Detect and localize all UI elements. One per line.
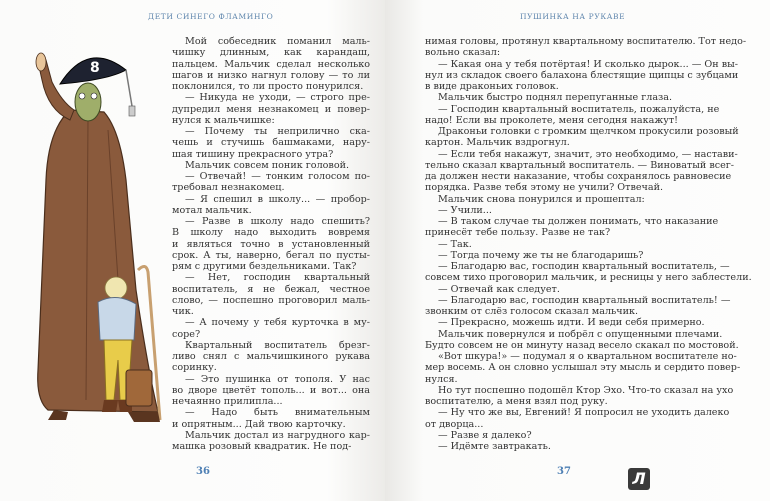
text-line: нечаянно прилипла...: [172, 396, 283, 407]
left-page-text: [172, 36, 370, 452]
text-line: — Разве в школу надо спешить?: [185, 216, 370, 227]
text-line: Мальчик совсем поник головой.: [185, 159, 350, 171]
running-head-left: ДЕТИ СИНЕГО ФЛАМИНГО: [148, 12, 274, 21]
text-line: принесёт тебе пользу. Разве не так?: [425, 227, 611, 239]
text-line: Мальчик быстро поднял перепуганные глаза.: [438, 92, 673, 104]
text-line: и являться точно в установленный: [172, 238, 370, 250]
text-line: шая тишину прекрасного утра?: [172, 148, 334, 160]
text-line: соринку.: [172, 362, 217, 374]
text-line: от дворца...: [425, 418, 484, 430]
text-line: ливо снял с мальчишкиного рукава: [172, 351, 370, 362]
text-line: слово, — поспешно проговорил маль-: [172, 294, 370, 306]
text-line: соре?: [172, 328, 201, 340]
text-line: — Тогда почему же ты не благодаришь?: [438, 249, 644, 261]
text-line: — А почему у тебя курточка в му-: [185, 317, 370, 329]
illustration: [8, 40, 178, 480]
text-line: Квартальный воспитатель брезг-: [185, 339, 370, 351]
text-line: в виде драконьих головок.: [425, 81, 559, 92]
text-line: порядка. Разве тебя этому не учили? Отвечай.: [425, 182, 664, 194]
text-line: и опрятным... Дай твою карточку.: [172, 418, 346, 430]
text-line: — Почему ты неприлично ска-: [185, 126, 370, 137]
text-line: — Если тебя накажут, значит, это необходимо, — настави-: [438, 148, 738, 160]
text-line: — Отвечай! — тонким голосом по-: [185, 171, 370, 182]
labirint-logo-icon: Л: [628, 468, 650, 490]
text-line: Мальчик достал из нагрудного кар-: [185, 429, 370, 441]
text-line: дупредил меня незнакомец и повер-: [172, 103, 370, 115]
text-line: мотал мальчик.: [172, 204, 252, 216]
text-line: тельно сказал квартальный воспитатель. — Виноватый всег-: [425, 159, 735, 171]
text-line: — Какая она у тебя потёртая! И сколько дырок... — Он вы-: [438, 58, 738, 70]
text-line: нимая головы, протянул квартальному воспитателю. Тот недо-: [425, 36, 747, 47]
text-line: — Разве я далеко?: [438, 429, 532, 441]
text-line: В школу надо выходить вовремя: [172, 227, 370, 239]
text-line: рям с другими бездельниками. Так?: [172, 261, 357, 272]
text-line: воспитатель, я не бежал, честное: [172, 283, 370, 295]
text-line: — Благодарю вас, господин квартальный воспитатель, —: [438, 261, 730, 272]
text-line: — Отвечай как следует.: [438, 283, 560, 295]
text-line: мер восемь. А он словно услышал эту мысль и сердито повер-: [425, 362, 741, 374]
text-line: — Господин квартальный воспитатель, пожалуйста, не: [438, 103, 720, 115]
text-line: — Так.: [438, 238, 472, 250]
text-line: нул из складок своего балахона блестящие щипцы с зубцами: [425, 69, 739, 81]
text-line: — В таком случае ты должен понимать, что наказание: [438, 216, 719, 227]
text-line: во дворе цветёт тополь... и вот... она: [172, 384, 370, 396]
text-line: нулся.: [425, 373, 458, 385]
text-line: чешь и стучишь башмаками, нару-: [172, 137, 370, 149]
text-line: «Вот шкура!» — подумал я о квартальном воспитателе но-: [438, 351, 737, 362]
text-line: воспитателю, а меня взял под руку.: [425, 396, 608, 407]
right-page: [385, 0, 770, 501]
text-line: — Учили...: [438, 204, 492, 216]
coat: [38, 110, 158, 412]
text-line: Но тут поспешно подошёл Ктор Эхо. Что-то сказал на ухо: [438, 384, 734, 396]
text-line: поклонился, то ли просто понурился.: [172, 81, 364, 92]
boy-jacket: [98, 297, 136, 340]
text-line: — Нет, господин квартальный: [185, 272, 370, 284]
text-line: срок. А ты, наверно, бегал по пусты-: [172, 249, 370, 261]
text-line: надо! Если вы проколете, меня сегодня накажут!: [425, 114, 678, 126]
text-line: Мальчик снова понурился и прошептал:: [438, 193, 645, 205]
text-line: нулся к мальчишке:: [172, 114, 275, 126]
satchel: [126, 370, 152, 406]
text-line: — Прекрасно, можешь идти. И веди себя примерно.: [438, 317, 705, 329]
text-line: Будто совсем не он минуту назад весело скакал по мостовой.: [425, 339, 739, 351]
text-line: чик.: [172, 306, 194, 317]
text-line: чишку длинным, как карандаш,: [172, 47, 370, 59]
text-line: — Я спешил в школу... — пробор-: [185, 193, 370, 205]
text-line: картон. Мальчик вздрогнул.: [425, 137, 570, 149]
text-line: Драконьи головки с громким щелчком прокусили розовый: [438, 126, 739, 137]
text-line: да должен нести наказание, чтобы сохранялось равновесие: [425, 171, 732, 182]
svg-text:8: 8: [90, 60, 100, 76]
text-line: — Никуда не уходи, — строго пре-: [185, 92, 370, 104]
text-line: пальцем. Мальчик сделал несколько: [172, 58, 370, 70]
text-line: требовал незнакомец.: [172, 182, 285, 194]
text-line: — Идёмте завтракать.: [438, 441, 551, 452]
text-line: Мой собеседник поманил маль-: [185, 36, 370, 47]
right-page-text: [425, 36, 752, 452]
text-line: — Ну что же вы, Евгений! Я попросил не уходить далеко: [438, 407, 730, 419]
text-line: шагов и низко нагнул голову — то ли: [172, 69, 370, 81]
text-line: — Это пушинка от тополя. У нас: [185, 373, 370, 385]
text-line: — Надо быть внимательным: [185, 407, 370, 419]
text-line: вольно сказал:: [425, 47, 501, 59]
text-line: — Благодарю вас, господин квартальный воспитатель! —: [438, 294, 731, 306]
text-line: машка розовый квадратик. Не под-: [172, 441, 352, 452]
text-line: совсем тихо проговорил мальчик, и ресницы у него заблестели.: [425, 272, 752, 284]
page-number-left: 36: [196, 466, 210, 477]
text-line: звонким от слёз голосом сказал мальчик.: [425, 306, 639, 317]
running-head-right: ПУШИНКА НА РУКАВЕ: [520, 12, 626, 21]
text-line: Мальчик повернулся и побрёл с опущенными плечами.: [438, 328, 723, 340]
page-number-right: 37: [557, 466, 571, 477]
